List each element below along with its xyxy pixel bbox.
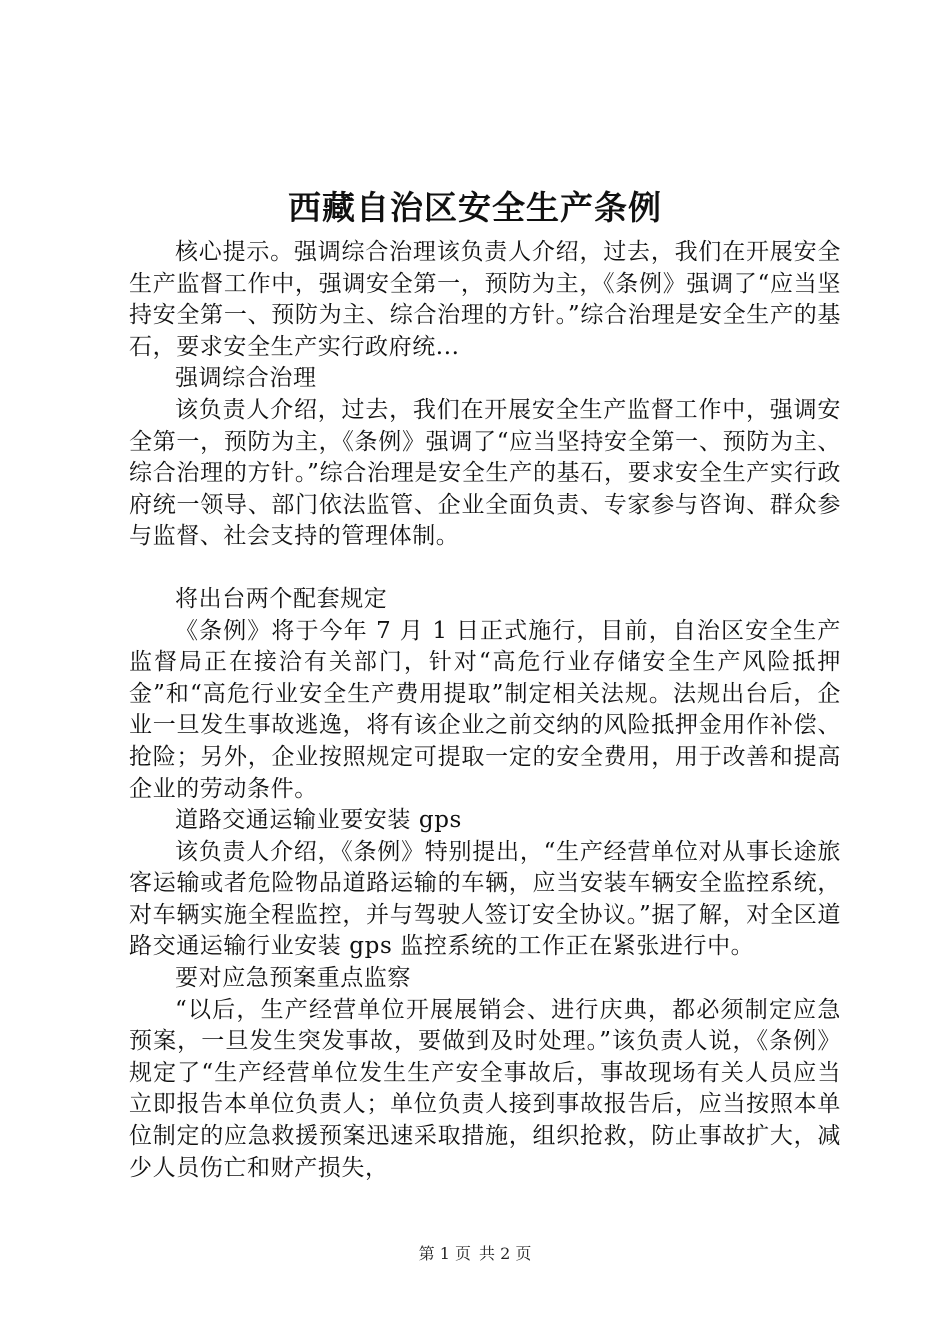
- page-total: 共 2 页: [479, 1244, 532, 1263]
- section-heading-comprehensive-governance: 强调综合治理: [175, 365, 317, 392]
- page-footer: [0, 1244, 950, 1264]
- comprehensive-governance-paragraph: 该负责人介绍，过去，我们在开展安全生产监督工作中，强调安全第一，预防为主，《条例》强调了“应当坚持安全第一、预防为主、综合治理的方针。”综合治理是安全生产的基石，要求安全生产实行政府统一领导、部门依法监管、企业全面负责、专家参与咨询、群众参与监督、社会支持的管理体制。: [129, 396, 841, 550]
- section-heading-gps: 道路交通运输业要安装 gps: [175, 807, 462, 834]
- page-number: 第 1 页: [418, 1244, 471, 1263]
- intro-paragraph: 核心提示。强调综合治理该负责人介绍，过去，我们在开展安全生产监督工作中，强调安全第一，预防为主，《条例》强调了“应当坚持安全第一、预防为主、综合治理的方针。”综合治理是安全生产的基石，要求安全生产实行政府统...: [129, 239, 841, 360]
- document-title: 西藏自治区安全生产条例: [288, 188, 662, 227]
- section-heading-supporting-rules: 将出台两个配套规定: [175, 585, 388, 612]
- supporting-rules-paragraph: 《条例》将于今年 7 月 1 日正式施行，目前，自治区安全生产监督局正在接洽有关部门，针对“高危行业存储安全生产风险抵押金”和“高危行业安全生产费用提取”制定相关法规。法规出台后，企业一旦发生事故逃逸，将有该企业之前交纳的风险抵押金用作补偿、抢险；另外，企业按照规定可提取一定的安全费用，用于改善和提高企业的劳动条件。: [129, 617, 841, 802]
- gps-paragraph: 该负责人介绍，《条例》特别提出，“生产经营单位对从事长途旅客运输或者危险物品道路运输的车辆，应当安装车辆安全监控系统，对车辆实施全程监控，并与驾驶人签订安全协议。”据了解，对全区道路交通运输行业安装 gps 监控系统的工作正在紧张进行中。: [129, 838, 841, 960]
- document-body: [129, 237, 841, 1184]
- emergency-plan-paragraph: “以后，生产经营单位开展展销会、进行庆典，都必须制定应急预案，一旦发生突发事故，要做到及时处理。”该负责人说，《条例》规定了“生产经营单位发生生产安全事故后，事故现场有关人员应当立即报告本单位负责人；单位负责人接到事故报告后，应当按照本单位制定的应急救援预案迅速采取措施，组织抢救，防止事故扩大，减少人员伤亡和财产损失，: [129, 996, 841, 1181]
- paragraph-gap: [129, 553, 841, 584]
- section-heading-emergency-plan: 要对应急预案重点监察: [175, 965, 411, 992]
